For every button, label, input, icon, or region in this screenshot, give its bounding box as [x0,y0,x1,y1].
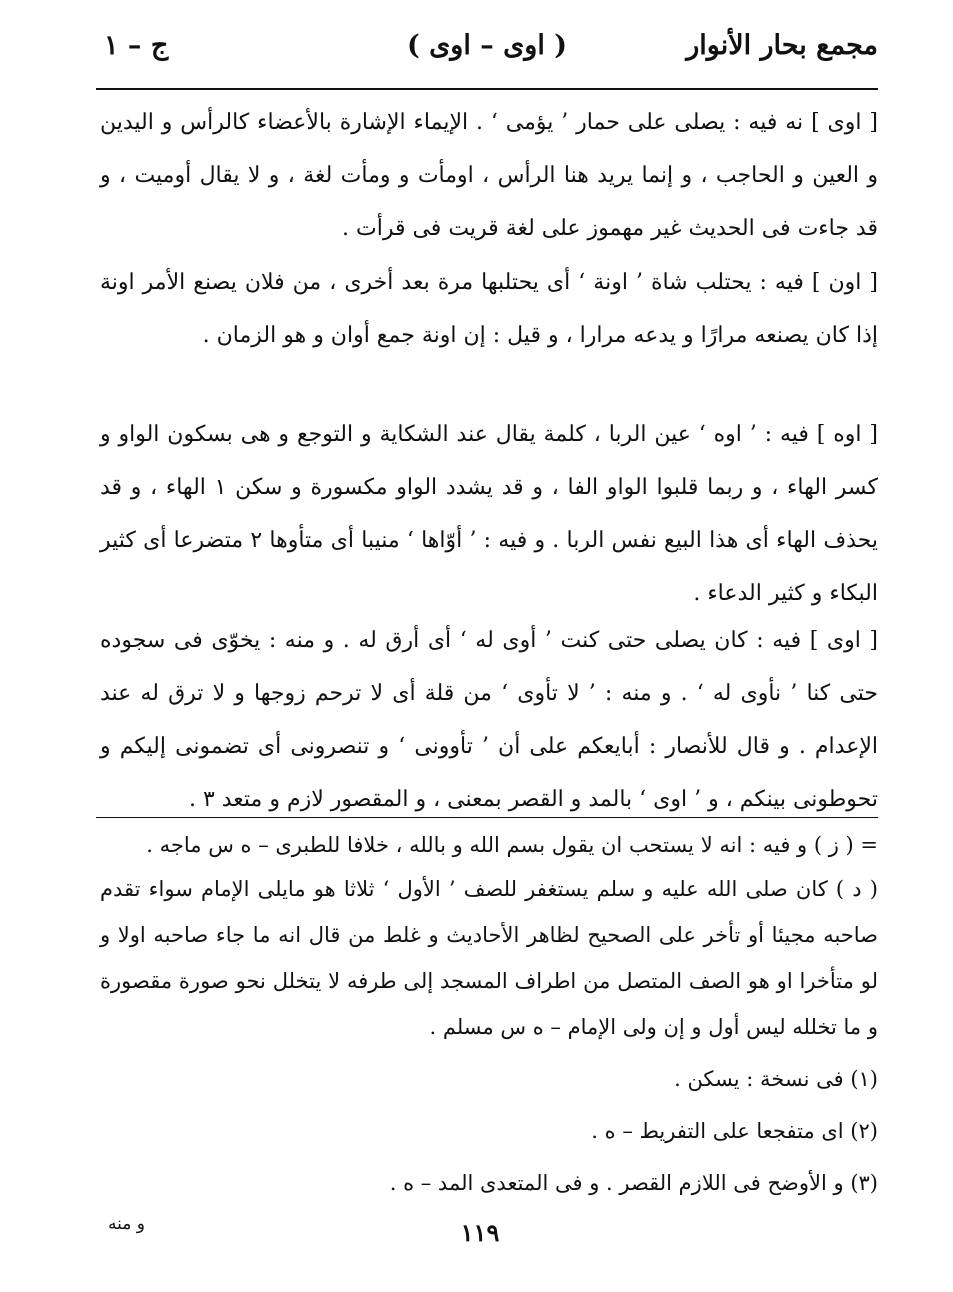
note-zay: = ( ز ) و فيه : انه لا يستحب ان يقول بسم الله و بالله ، خلافا للطبرى – ه س ماجه . [146,833,878,857]
section-title: ( اوى – اوى ) [407,30,567,61]
entry-awa-2: [ اوى ] فيه : كان يصلى حتى كنت ’ أوى له ‘ أى أرق له . و منه : يخوّى فى سجوده حتى كنا ’ نأوى له ‘ . و منه : ’ لا تأوى ‘ من قلة أى لا ترحم زوجها و لا ترق له عند الإعدام . و قال للأنصار : أبايعكم على أن ’ تأوونى ‘ و تنصرونى أى تضمونى إليكم و تحوطونى بينكم ، و ’ اوى ‘ بالمد و القصر بمعنى ، و المقصور لازم و متعد ٣ . [100,628,879,812]
note-dal: ( د ) كان صلى الله عليه و سلم يستغفر للصف ’ الأول ‘ ثلاثا هو مايلى الإمام سواء تقدم صاحبه مجيئا أو تأخر على الصحيح لظاهر الأحاديث و غلط من قال انه ما جاء صاحبه اولا و لو متأخرا او هو الصف المتصل من اطراف المسجد إلى طرفه لا يتخلل نحو صورة مقصورة و ما تخلله ليس أول و إن ولى الإمام – ه س مسلم . [100,877,878,1039]
notes-rule [96,817,878,818]
page-number: ١١٩ [460,1218,500,1247]
entry-awh: [ اوه ] فيه : ’ اوه ‘ عين الربا ، كلمة يقال عند الشكاية و التوجع و هى بسكون الواو و كسر الهاء ، و ربما قلبوا الواو الفا ، و قد يشدد الواو مكسورة و سكن ١ الهاء ، و قد يحذف الهاء أى هذا البيع نفس الربا . و فيه : ’ أوّاها ‘ منيبا أى متأوها ٢ متضرعا أى كثير البكاء و كثير الدعاء . [100,422,879,606]
footnote-3: (٣) و الأوضح فى اللازم القصر . و فى المتعدى المد – ه . [389,1171,878,1195]
header-rule [96,88,878,90]
entry-awn: [ اون ] فيه : يحتلب شاة ’ اونة ‘ أى يحتلبها مرة بعد أخرى ، من فلان يصنع الأمر اونة إذا كان يصنعه مرارًا و يدعه مرارا ، و قيل : إن اونة جمع أوان و هو الزمان . [100,270,878,348]
book-title: مجمع بحار الأنوار [686,30,878,61]
entry-awa-1: [ اوى ] نه فيه : يصلى على حمار ’ يؤمى ‘ . الإيماء الإشارة بالأعضاء كالرأس و اليدين و العين و الحاجب ، و إنما يريد هنا الرأس ، اومأت و ومأت لغة ، و لا يقال أوميت ، و قد جاءت فى الحديث غير مهموز على لغة قريت فى قرأت . [100,110,878,241]
running-header [96,28,878,76]
footnote-2: (٢) اى متفجعا على التفريط – ه . [591,1119,878,1143]
catchword: و منه [108,1214,145,1234]
footnote-1: (١) فى نسخة : يسكن . [674,1067,878,1091]
volume-marker: ج – ١ [104,30,169,61]
